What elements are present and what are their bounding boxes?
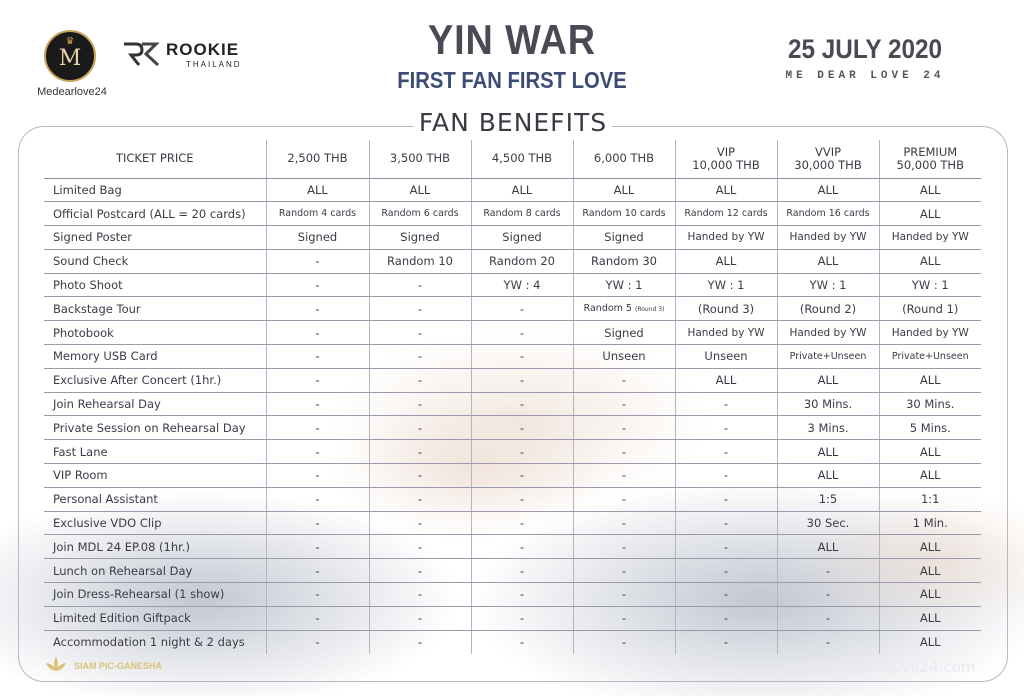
benefit-cell: - (266, 321, 369, 345)
benefit-cell: ALL (369, 178, 471, 202)
benefit-cell: 3 Mins. (777, 416, 879, 440)
table-row (44, 440, 981, 464)
benefit-cell: 1:5 (777, 487, 879, 511)
benefit-cell: - (266, 345, 369, 369)
benefit-cell: 30 Sec. (777, 511, 879, 535)
benefit-cell: ALL (879, 249, 981, 273)
benefit-cell: ALL (777, 464, 879, 488)
table-header-row (44, 140, 981, 178)
benefit-cell: - (266, 297, 369, 321)
benefit-cell: - (675, 583, 777, 607)
benefit-cell: - (573, 416, 675, 440)
benefit-cell: YW : 1 (879, 273, 981, 297)
table-row (44, 487, 981, 511)
benefit-cell: - (471, 511, 573, 535)
benefit-cell: - (573, 487, 675, 511)
benefit-cell: Random 8 cards (471, 202, 573, 226)
benefit-cell: - (471, 535, 573, 559)
benefit-cell: - (675, 511, 777, 535)
benefit-cell: ALL (879, 464, 981, 488)
event-name: ME DEAR LOVE 24 (785, 70, 945, 82)
benefit-cell: - (369, 297, 471, 321)
benefit-cell: - (471, 630, 573, 654)
benefit-cell: Signed (369, 226, 471, 250)
benefit-cell: 30 Mins. (879, 392, 981, 416)
benefit-label: Limited Edition Giftpack (44, 606, 266, 630)
table-row (44, 368, 981, 392)
benefit-cell: - (266, 583, 369, 607)
benefit-cell: YW : 1 (777, 273, 879, 297)
benefit-cell: - (266, 368, 369, 392)
benefit-cell: - (266, 535, 369, 559)
benefit-cell: - (573, 440, 675, 464)
benefit-cell: 30 Mins. (777, 392, 879, 416)
benefit-label: Backstage Tour (44, 297, 266, 321)
header-premium: PREMIUM 50,000 THB (879, 140, 981, 178)
table-row (44, 226, 981, 250)
benefit-cell: - (675, 535, 777, 559)
benefit-cell: - (266, 559, 369, 583)
benefit-cell: ALL (777, 249, 879, 273)
poster-subtitle: FIRST FAN FIRST LOVE (397, 67, 627, 93)
website-url[interactable]: www.medearlove24.com (790, 658, 976, 676)
benefit-cell: - (675, 630, 777, 654)
benefit-cell: - (471, 321, 573, 345)
lotus-icon (44, 655, 68, 673)
benefit-cell: Signed (573, 226, 675, 250)
medearlove-logo (44, 30, 96, 82)
benefit-cell: - (675, 606, 777, 630)
benefit-cell: - (369, 606, 471, 630)
table-row (44, 416, 981, 440)
benefit-cell: - (369, 630, 471, 654)
benefit-cell: Unseen (675, 345, 777, 369)
benefit-label: Personal Assistant (44, 487, 266, 511)
benefit-cell: - (266, 249, 369, 273)
benefit-label: VIP Room (44, 464, 266, 488)
benefit-cell: - (471, 583, 573, 607)
benefit-cell: Handed by YW (777, 321, 879, 345)
benefit-cell: ALL (675, 249, 777, 273)
benefit-cell: ALL (266, 178, 369, 202)
benefit-cell: ALL (675, 368, 777, 392)
benefit-cell: - (369, 583, 471, 607)
table-row (44, 583, 981, 607)
benefit-cell: 5 Mins. (879, 416, 981, 440)
benefit-cell: Handed by YW (879, 321, 981, 345)
benefit-cell: ALL (879, 440, 981, 464)
header-price-6000: 6,000 THB (573, 140, 675, 178)
sponsor-name: SIAM PIC-GANESHA (74, 661, 163, 671)
table-row (44, 392, 981, 416)
benefit-cell: - (471, 345, 573, 369)
benefit-cell: - (266, 273, 369, 297)
benefit-label: Sound Check (44, 249, 266, 273)
benefit-cell: ALL (777, 368, 879, 392)
benefit-cell: - (471, 559, 573, 583)
benefit-cell: Random 30 (573, 249, 675, 273)
benefit-cell: - (573, 583, 675, 607)
benefit-cell: - (266, 630, 369, 654)
benefit-cell: Random 4 cards (266, 202, 369, 226)
benefit-cell: - (675, 440, 777, 464)
benefit-cell: Random 12 cards (675, 202, 777, 226)
benefit-cell: - (266, 606, 369, 630)
benefit-cell: Handed by YW (675, 321, 777, 345)
table-row (44, 249, 981, 273)
header-price-2500: 2,500 THB (266, 140, 369, 178)
benefit-label: Memory USB Card (44, 345, 266, 369)
benefit-cell: Unseen (573, 345, 675, 369)
benefit-cell: - (675, 464, 777, 488)
benefit-cell: Handed by YW (777, 226, 879, 250)
benefit-cell: ALL (879, 606, 981, 630)
table-row (44, 202, 981, 226)
benefit-cell: - (777, 606, 879, 630)
benefit-cell: - (266, 440, 369, 464)
benefit-cell: Private+Unseen (879, 345, 981, 369)
benefit-cell: Random 6 cards (369, 202, 471, 226)
benefit-cell (573, 297, 675, 321)
fan-benefits-table (44, 140, 981, 654)
benefit-label: Limited Bag (44, 178, 266, 202)
benefit-cell: - (573, 464, 675, 488)
benefit-cell: - (777, 559, 879, 583)
rookie-name: ROOKIE (166, 40, 240, 59)
header-vip: VIP 10,000 THB (675, 140, 777, 178)
benefit-label: Exclusive VDO Clip (44, 511, 266, 535)
header-price-4500: 4,500 THB (471, 140, 573, 178)
benefit-cell: ALL (471, 178, 573, 202)
benefit-cell: - (369, 368, 471, 392)
benefit-cell: - (777, 583, 879, 607)
benefit-cell: - (266, 464, 369, 488)
benefit-cell: YW : 1 (573, 273, 675, 297)
benefit-cell: - (471, 416, 573, 440)
rookie-mark-icon (122, 40, 162, 68)
benefit-cell: ALL (879, 202, 981, 226)
benefit-cell: ALL (675, 178, 777, 202)
table-row (44, 535, 981, 559)
benefit-cell: ALL (573, 178, 675, 202)
brand-caption: Medearlove24 (37, 86, 107, 98)
benefit-cell: - (369, 273, 471, 297)
table-row (44, 464, 981, 488)
crown-icon: ♛ (65, 36, 75, 47)
benefit-cell: ALL (879, 559, 981, 583)
header-ticket-price: TICKET PRICE (44, 140, 266, 178)
rookie-sub: THAILAND (186, 60, 242, 69)
benefit-cell: - (777, 630, 879, 654)
benefit-cell: Random 10 (369, 249, 471, 273)
benefit-cell: - (573, 511, 675, 535)
table-row (44, 297, 981, 321)
benefit-cell: - (573, 535, 675, 559)
benefit-cell: - (369, 511, 471, 535)
benefit-cell: Private+Unseen (777, 345, 879, 369)
benefit-cell: ALL (879, 630, 981, 654)
benefit-cell: - (369, 535, 471, 559)
benefit-label: Exclusive After Concert (1hr.) (44, 368, 266, 392)
benefit-cell: - (471, 440, 573, 464)
header-price-3500: 3,500 THB (369, 140, 471, 178)
benefit-cell: ALL (879, 583, 981, 607)
benefit-label: Photobook (44, 321, 266, 345)
benefit-label: Join MDL 24 EP.08 (1hr.) (44, 535, 266, 559)
benefit-cell: - (369, 416, 471, 440)
benefit-cell: - (471, 606, 573, 630)
table-row (44, 273, 981, 297)
benefit-cell: Handed by YW (879, 226, 981, 250)
benefit-cell: YW : 4 (471, 273, 573, 297)
benefit-cell: Signed (471, 226, 573, 250)
benefit-cell: - (369, 559, 471, 583)
table-row (44, 559, 981, 583)
benefit-cell: - (369, 440, 471, 464)
table-row (44, 630, 981, 654)
benefit-cell: - (573, 559, 675, 583)
benefit-cell: 1:1 (879, 487, 981, 511)
benefit-label: Signed Poster (44, 226, 266, 250)
benefit-label: Join Dress-Rehearsal (1 show) (44, 583, 266, 607)
benefit-cell: - (573, 606, 675, 630)
cell-main-text: Random 5 (583, 303, 632, 315)
benefit-cell: - (471, 368, 573, 392)
table-row (44, 606, 981, 630)
benefit-cell: ALL (879, 535, 981, 559)
benefit-cell: 1 Min. (879, 511, 981, 535)
benefit-cell: ALL (777, 440, 879, 464)
header-vvip: VVIP 30,000 THB (777, 140, 879, 178)
benefit-cell: Signed (573, 321, 675, 345)
benefit-cell: ALL (777, 178, 879, 202)
benefit-cell: Handed by YW (675, 226, 777, 250)
benefit-cell: - (471, 487, 573, 511)
benefit-cell: Random 16 cards (777, 202, 879, 226)
benefit-cell: Random 10 cards (573, 202, 675, 226)
benefit-cell: - (266, 392, 369, 416)
benefit-cell: Random 20 (471, 249, 573, 273)
benefit-label: Join Rehearsal Day (44, 392, 266, 416)
table-row (44, 511, 981, 535)
benefit-label: Official Postcard (ALL = 20 cards) (44, 202, 266, 226)
benefit-cell: - (675, 559, 777, 583)
benefit-cell: - (471, 464, 573, 488)
benefit-cell: - (369, 321, 471, 345)
table-row (44, 345, 981, 369)
benefit-label: Lunch on Rehearsal Day (44, 559, 266, 583)
benefit-cell: - (266, 511, 369, 535)
benefit-cell: - (675, 416, 777, 440)
benefit-label: Accommodation 1 night & 2 days (53, 635, 245, 650)
benefit-cell: (Round 3) (675, 297, 777, 321)
benefit-cell: - (369, 487, 471, 511)
benefit-cell: - (573, 368, 675, 392)
benefit-cell: - (675, 392, 777, 416)
benefit-cell: - (369, 464, 471, 488)
benefit-cell: - (471, 297, 573, 321)
poster-title: YIN WAR (427, 16, 596, 63)
benefit-cell: - (369, 392, 471, 416)
benefit-cell: - (471, 392, 573, 416)
benefit-label: Fast Lane (44, 440, 266, 464)
benefit-label: Photo Shoot (44, 273, 266, 297)
event-date: 25 JULY 2020 (787, 34, 943, 64)
table-row (44, 321, 981, 345)
benefit-cell: Signed (266, 226, 369, 250)
benefit-label: Private Session on Rehearsal Day (44, 416, 266, 440)
benefit-cell: (Round 2) (777, 297, 879, 321)
benefit-cell: (Round 1) (879, 297, 981, 321)
benefit-cell: ALL (777, 535, 879, 559)
section-title: FAN BENEFITS (414, 106, 612, 140)
cell-note-text: (Round 3) (635, 306, 665, 314)
table-row (44, 178, 981, 202)
benefit-cell: - (266, 487, 369, 511)
benefit-cell: ALL (879, 178, 981, 202)
benefit-cell: - (675, 487, 777, 511)
benefit-cell: - (573, 392, 675, 416)
benefit-cell: YW : 1 (675, 273, 777, 297)
benefit-cell: ALL (879, 368, 981, 392)
benefit-cell: - (369, 345, 471, 369)
benefit-cell: - (266, 416, 369, 440)
benefit-cell: - (573, 630, 675, 654)
logo-letter: M (58, 46, 82, 71)
